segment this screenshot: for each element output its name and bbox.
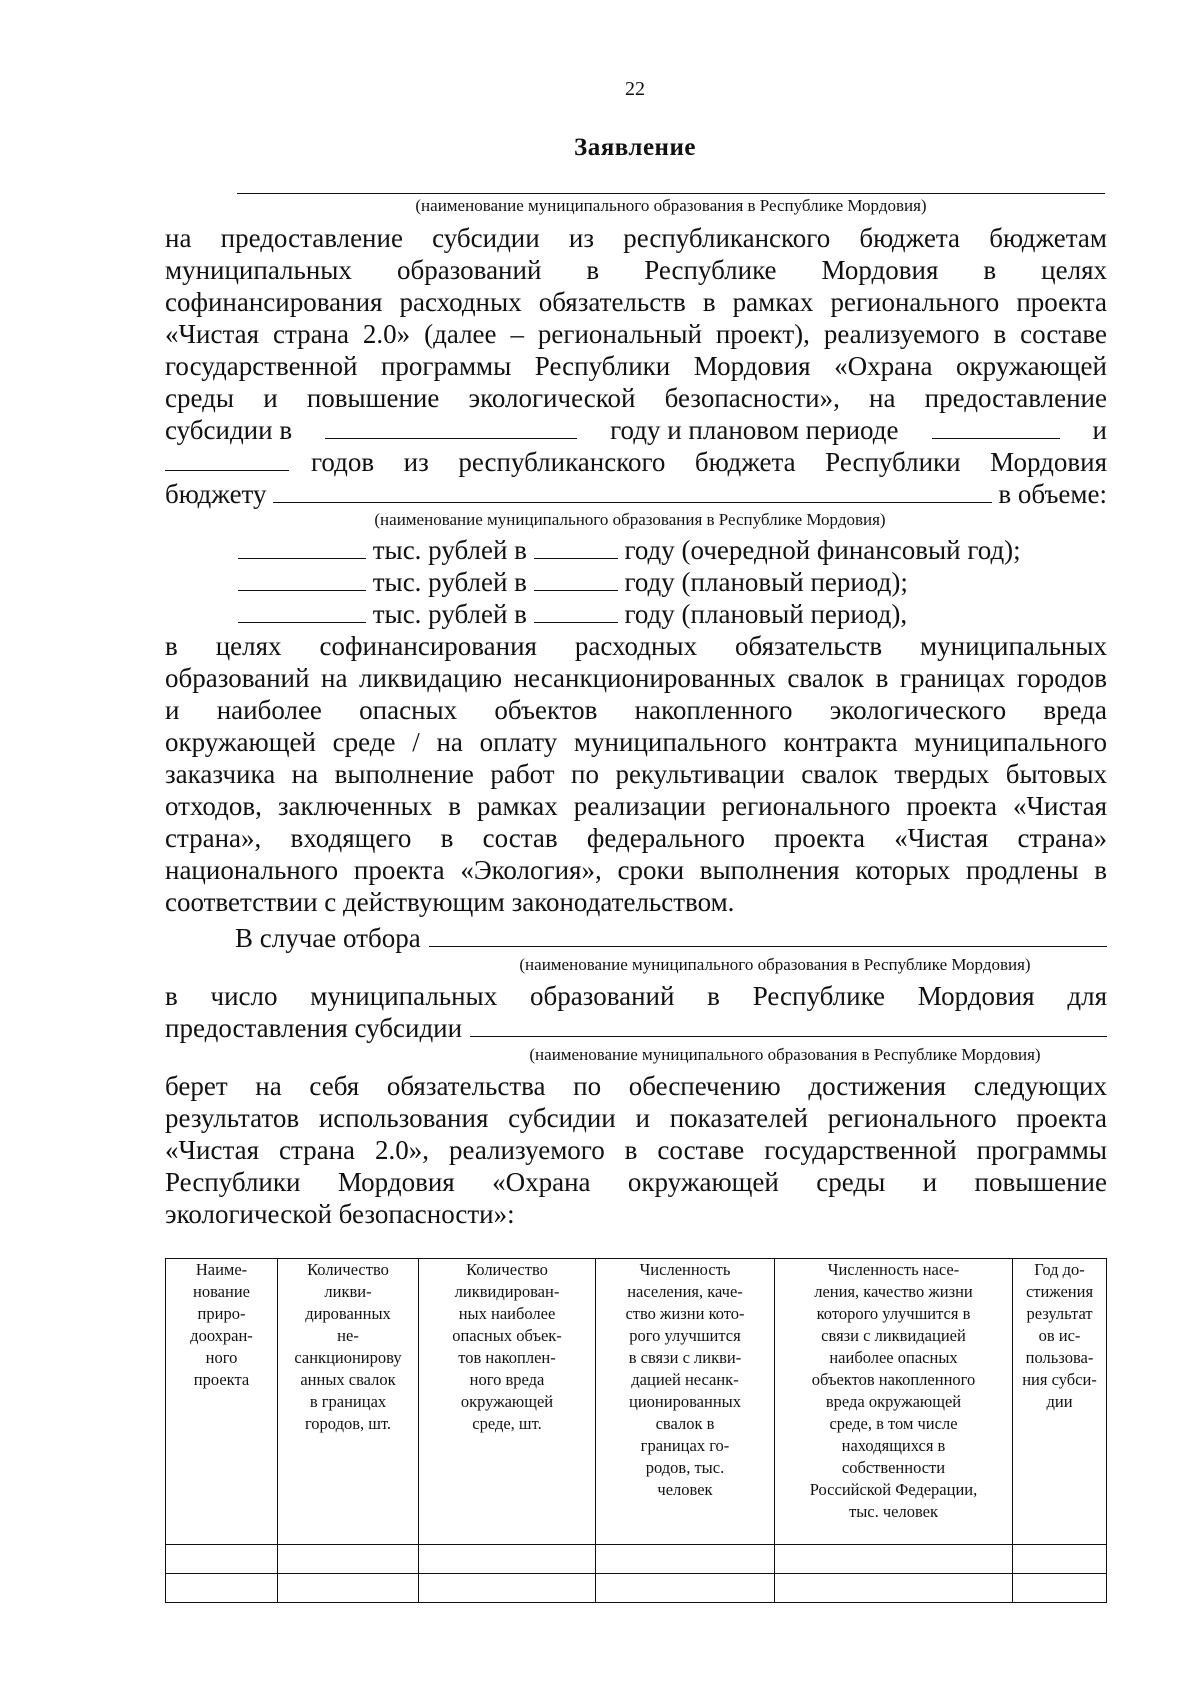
header-line: тыс. человек bbox=[848, 1502, 938, 1521]
para1-line5: государственной программы Республики Мордовия «Охрана окружающей bbox=[165, 351, 1107, 381]
header-population-dumps bbox=[596, 1259, 775, 1545]
subsidy-municipality-blank bbox=[470, 1014, 1107, 1037]
amount-period-1: году (очередной финансовый год); bbox=[624, 535, 1021, 565]
table-cell bbox=[1013, 1574, 1107, 1603]
para1-line7 bbox=[165, 414, 1107, 446]
header-population-hazard bbox=[775, 1259, 1013, 1545]
header-line: Российской Федерации, bbox=[809, 1480, 978, 1499]
header-line: Численность bbox=[639, 1260, 731, 1279]
table-cell bbox=[775, 1545, 1013, 1574]
selection-municipality-blank bbox=[429, 924, 1107, 947]
header-line: границах го- bbox=[640, 1436, 730, 1455]
header-line: наиболее опасных bbox=[829, 1348, 958, 1367]
para2-line8: национального проекта «Экология», сроки выполнения которых продлены в bbox=[165, 855, 1107, 885]
table-cell bbox=[596, 1545, 775, 1574]
header-line: ционированных bbox=[629, 1392, 741, 1411]
amount-unit-1: тыс. рублей в bbox=[372, 535, 527, 565]
header-line: стижения bbox=[1025, 1282, 1094, 1301]
para1-line4: «Чистая страна 2.0» (далее – региональный проект), реализуемого в составе bbox=[165, 319, 1107, 349]
para2-line5: заказчика на выполнение работ по рекультивации свалок твердых бытовых bbox=[165, 759, 1107, 789]
header-project-name bbox=[166, 1259, 278, 1545]
amount-blank-2 bbox=[238, 568, 366, 591]
para1-line2: муниципальных образований в Республике Мордовия в целях bbox=[165, 255, 1107, 285]
para1-line7-text-a: субсидии в bbox=[165, 415, 293, 445]
header-line: среде, в том числе bbox=[829, 1414, 958, 1433]
para2-line4: окружающей среде / на оплату муниципального контракта муниципального bbox=[165, 727, 1107, 757]
header-line: дии bbox=[1046, 1392, 1073, 1411]
header-line: дацией несанк- bbox=[631, 1370, 739, 1389]
para1-line8 bbox=[165, 446, 1107, 478]
municipality-caption-3: (наименование муниципального образования в Республике Мордовия) bbox=[519, 955, 1031, 974]
para1-line7-text-b: году и плановом периоде bbox=[610, 415, 899, 445]
header-line: в границах bbox=[309, 1392, 387, 1411]
header-line: ство жизни кото- bbox=[625, 1304, 745, 1323]
header-line: ных наиболее bbox=[458, 1304, 556, 1323]
table-cell bbox=[419, 1545, 596, 1574]
amount-period-2: году (плановый период); bbox=[624, 567, 908, 597]
table-cell bbox=[166, 1545, 278, 1574]
table-cell bbox=[419, 1574, 596, 1603]
amount-year-blank-1 bbox=[534, 536, 618, 559]
header-line: доохран- bbox=[190, 1326, 253, 1345]
header-line: Количество bbox=[307, 1260, 389, 1279]
header-line: в связи с ликви- bbox=[628, 1348, 742, 1367]
header-line: городов, шт. bbox=[304, 1414, 392, 1433]
para3-line3-text: предоставления субсидии bbox=[165, 1013, 463, 1043]
header-line: собственности bbox=[841, 1458, 946, 1477]
para3-line3 bbox=[165, 1012, 1107, 1044]
header-line: тов накоплен- bbox=[458, 1348, 556, 1367]
header-line: объектов накопленного bbox=[811, 1370, 976, 1389]
document-title: Заявление bbox=[574, 134, 696, 161]
header-result-year bbox=[1013, 1259, 1107, 1545]
header-line: опасных объек- bbox=[452, 1326, 562, 1345]
amount-unit-2: тыс. рублей в bbox=[372, 567, 527, 597]
header-line: вреда окружающей bbox=[825, 1392, 962, 1411]
page-number: 22 bbox=[625, 78, 645, 100]
planning-year-blank-1 bbox=[932, 416, 1060, 439]
para4-line2: результатов использования субсидии и показателей регионального проекта bbox=[165, 1103, 1107, 1133]
header-line: дированных bbox=[305, 1304, 391, 1323]
para2-line3: и наиболее опасных объектов накопленного экологического вреда bbox=[165, 695, 1107, 725]
table-cell bbox=[166, 1574, 278, 1603]
header-line: населения, каче- bbox=[627, 1282, 743, 1301]
table-cell bbox=[278, 1545, 419, 1574]
para1-line6: среды и повышение экологической безопасности», на предоставление bbox=[165, 383, 1107, 413]
amount-period-3: году (плановый период), bbox=[624, 599, 908, 629]
amount-unit-3: тыс. рублей в bbox=[372, 599, 527, 629]
header-line: окружающей bbox=[460, 1392, 554, 1411]
header-line: ния субси- bbox=[1022, 1370, 1097, 1389]
header-line: рого улучшится bbox=[629, 1326, 741, 1345]
para1-line8-text: годов из республиканского бюджета Республики Мордовия bbox=[311, 447, 1107, 477]
header-dumps-count bbox=[278, 1259, 419, 1545]
municipality-caption-2: (наименование муниципального образования в Республике Мордовия) bbox=[374, 510, 886, 529]
header-line: Год до- bbox=[1034, 1260, 1085, 1279]
header-line: пользова- bbox=[1025, 1348, 1094, 1367]
header-line: Количество bbox=[466, 1260, 548, 1279]
header-line: ного вреда bbox=[469, 1370, 545, 1389]
header-line: нование bbox=[193, 1282, 250, 1301]
header-line: человек bbox=[657, 1480, 713, 1499]
header-line: не- bbox=[337, 1326, 359, 1345]
header-line: результат bbox=[1026, 1304, 1093, 1323]
para1-line9-text-b: в объеме: bbox=[998, 479, 1107, 509]
header-line: приро- bbox=[197, 1304, 246, 1323]
planning-year-blank-2 bbox=[165, 448, 289, 471]
budget-recipient-blank bbox=[273, 480, 993, 503]
header-line: ликвидирован- bbox=[454, 1282, 560, 1301]
table-header-row bbox=[166, 1259, 1107, 1545]
table-cell bbox=[596, 1574, 775, 1603]
table-body bbox=[166, 1545, 1107, 1603]
para1-line1: на предоставление субсидии из республиканского бюджета бюджетам bbox=[165, 223, 1107, 253]
municipality-caption-4: (наименование муниципального образования в Республике Мордовия) bbox=[529, 1045, 1041, 1064]
header-line: ликви- bbox=[324, 1282, 372, 1301]
para2-line7: страна», входящего в состав федерального проекта «Чистая страна» bbox=[165, 823, 1107, 853]
para2-line2: образований на ликвидацию несанкционированных свалок в границах городов bbox=[165, 663, 1107, 693]
municipality-name-blank bbox=[237, 193, 1105, 194]
results-table bbox=[165, 1258, 1107, 1603]
amount-line-2 bbox=[238, 566, 908, 598]
para2-line6: отходов, заключенных в рамках реализации регионального проекта «Чистая bbox=[165, 791, 1107, 821]
para4-line5: экологической безопасности»: bbox=[165, 1199, 515, 1229]
para3-line1-text: В случае отбора bbox=[235, 923, 421, 953]
amount-year-blank-3 bbox=[534, 600, 618, 623]
header-line: среде, шт. bbox=[472, 1414, 542, 1433]
header-line: проекта bbox=[193, 1370, 250, 1389]
header-line: анных свалок bbox=[300, 1370, 396, 1389]
para3-line1 bbox=[235, 922, 1107, 954]
amount-year-blank-2 bbox=[534, 568, 618, 591]
header-line: свалок в bbox=[655, 1414, 715, 1433]
table-cell bbox=[278, 1574, 419, 1603]
municipality-caption: (наименование муниципального образования в Республике Мордовия) bbox=[415, 196, 927, 215]
para4-line3: «Чистая страна 2.0», реализуемого в составе государственной программы bbox=[165, 1135, 1107, 1165]
header-line: ов ис- bbox=[1038, 1326, 1081, 1345]
para2-line9: соответствии с действующим законодательством. bbox=[165, 887, 735, 917]
amount-line-1 bbox=[238, 534, 1021, 566]
header-line: связи с ликвидацией bbox=[821, 1326, 966, 1345]
amount-line-3 bbox=[238, 598, 907, 630]
amount-blank-1 bbox=[238, 536, 366, 559]
para1-line9-text-a: бюджету bbox=[165, 479, 267, 509]
para3-line2: в число муниципальных образований в Республике Мордовия для bbox=[165, 981, 1107, 1011]
table-cell bbox=[1013, 1545, 1107, 1574]
para4-line1: берет на себя обязательства по обеспечению достижения следующих bbox=[165, 1071, 1107, 1101]
para1-line9 bbox=[165, 478, 1107, 510]
header-line: Численность насе- bbox=[827, 1260, 960, 1279]
para1-line7-text-c: и bbox=[1092, 415, 1107, 445]
header-hazard-objects-count bbox=[419, 1259, 596, 1545]
year-blank bbox=[325, 416, 577, 439]
para1-line3: софинансирования расходных обязательств в рамках регионального проекта bbox=[165, 287, 1107, 317]
header-line: санкционирову bbox=[294, 1348, 402, 1367]
header-line: Наиме- bbox=[195, 1260, 248, 1279]
table-row bbox=[166, 1574, 1107, 1603]
header-line: которого улучшится в bbox=[816, 1304, 971, 1323]
para4-line4: Республики Мордовия «Охрана окружающей среды и повышение bbox=[165, 1167, 1107, 1197]
header-line: ного bbox=[205, 1348, 238, 1367]
header-line: ления, качество жизни bbox=[814, 1282, 973, 1301]
para2-line1: в целях софинансирования расходных обязательств муниципальных bbox=[165, 631, 1107, 661]
amount-blank-3 bbox=[238, 600, 366, 623]
header-line: находящихся в bbox=[841, 1436, 946, 1455]
table-row bbox=[166, 1545, 1107, 1574]
table-cell bbox=[775, 1574, 1013, 1603]
header-line: родов, тыс. bbox=[645, 1458, 725, 1477]
